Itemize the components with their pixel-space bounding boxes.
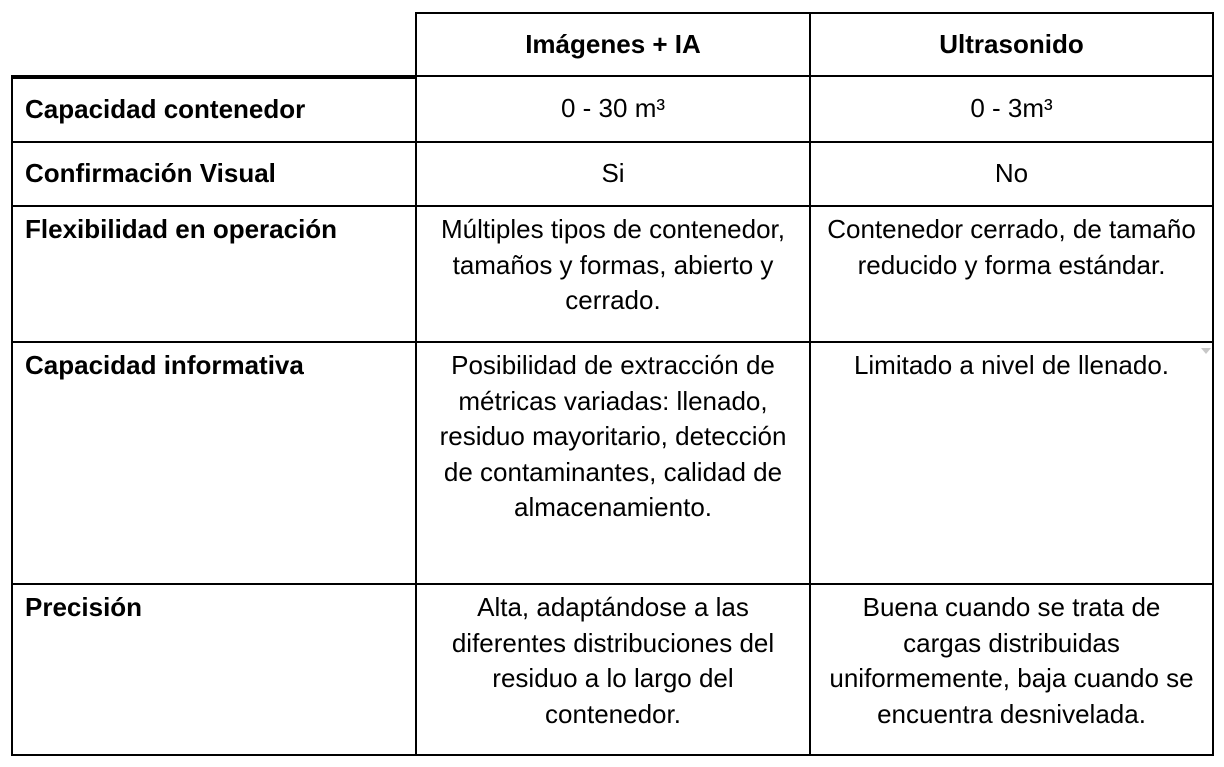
row-header-precision (11, 585, 417, 756)
row-header-label: Capacidad contenedor (25, 94, 306, 125)
row-header-flexibilidad-en-operacion (11, 207, 417, 343)
cell-text: Múltiples tipos de contenedor, tamaños y formas, abierto y cerrado. (441, 214, 785, 315)
column-header-imagenes-ia (417, 12, 811, 77)
cell-text: No (994, 158, 1029, 189)
cell-text: Contenedor cerrado, de tamaño reducido y forma estándar. (827, 214, 1196, 280)
dropdown-marker-icon (1201, 348, 1211, 354)
row-header-label: Precisión (25, 592, 143, 622)
table-cell (417, 143, 811, 207)
row-header-capacidad-contenedor (11, 77, 417, 143)
cell-text: 0 - 30 m³ (560, 93, 666, 124)
cell-text: Limitado a nivel de llenado. (853, 350, 1170, 380)
column-header-label: Ultrasonido (939, 28, 1084, 59)
cell-text: Alta, adaptándose a las diferentes distribuciones del residuo a lo largo del contenedor. (451, 592, 775, 729)
empty-corner-cell (11, 12, 417, 77)
cell-text: Posibilidad de extracción de métricas variadas: llenado, residuo mayoritario, detección de contaminantes, calidad de almacenamiento. (439, 350, 787, 522)
table-cell (811, 343, 1214, 585)
cell-text: Si (601, 158, 625, 189)
row-header-label: Flexibilidad en operación (25, 214, 338, 244)
table-cell (811, 77, 1214, 143)
cell-text: 0 - 3m³ (970, 93, 1053, 124)
table-cell (417, 343, 811, 585)
cell-text: Buena cuando se trata de cargas distribuidas uniformemente, baja cuando se encuentra desnivelada. (829, 592, 1194, 729)
table-cell (417, 585, 811, 756)
table-cell (417, 207, 811, 343)
table-cell (417, 77, 811, 143)
table-cell (811, 207, 1214, 343)
table-cell (811, 585, 1214, 756)
table-cell (811, 143, 1214, 207)
row-header-confirmacion-visual (11, 143, 417, 207)
column-header-ultrasonido (811, 12, 1214, 77)
column-header-label: Imágenes + IA (525, 28, 701, 59)
comparison-table (11, 12, 1214, 756)
row-header-label: Capacidad informativa (25, 350, 304, 380)
row-header-label: Confirmación Visual (25, 158, 276, 189)
row-header-capacidad-informativa (11, 343, 417, 585)
